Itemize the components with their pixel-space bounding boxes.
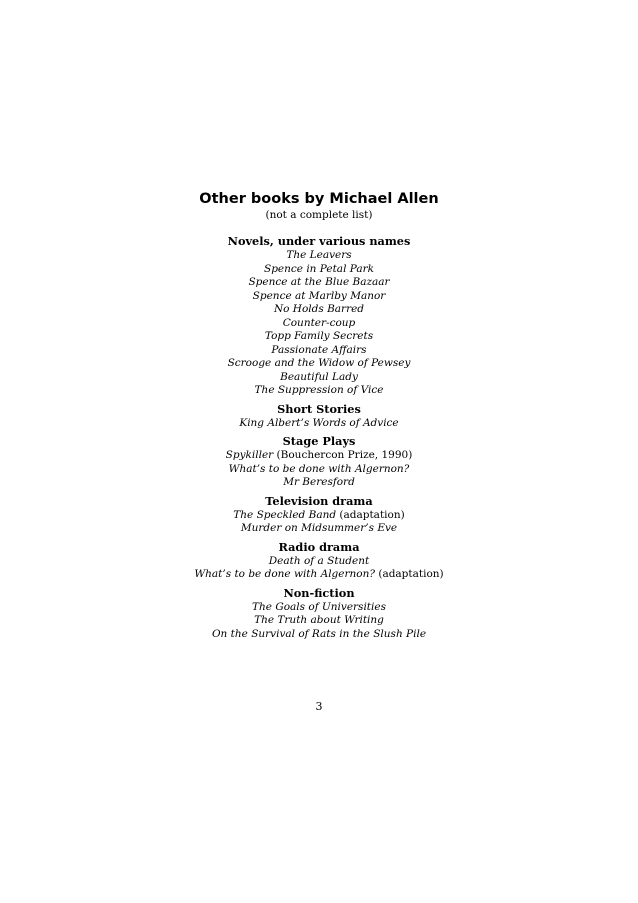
book-entry bbox=[110, 449, 528, 463]
page-title: Other books by Michael Allen bbox=[199, 191, 439, 207]
book-title: The Suppression of Vice bbox=[254, 384, 384, 396]
section bbox=[170, 494, 468, 536]
book-entry bbox=[110, 555, 528, 569]
section-heading: Novels, under various names bbox=[227, 234, 411, 248]
book-entry bbox=[110, 601, 528, 615]
book-title: No Holds Barred bbox=[273, 303, 365, 315]
section bbox=[170, 540, 468, 582]
book-entry bbox=[110, 417, 528, 431]
book-entry bbox=[110, 371, 528, 385]
section-heading: Television drama bbox=[265, 493, 373, 508]
book-note: (adaptation) bbox=[378, 568, 444, 580]
book-title: The Leavers bbox=[286, 249, 352, 261]
sections-container bbox=[170, 234, 468, 641]
book-title: King Albert’s Words of Advice bbox=[239, 416, 399, 429]
book-note: (Bouchercon Prize, 1990) bbox=[276, 449, 413, 461]
section bbox=[170, 402, 468, 431]
section bbox=[170, 586, 468, 642]
book-title: Murder on Midsummer’s Eve bbox=[240, 522, 398, 534]
book-note: (adaptation) bbox=[339, 508, 405, 521]
book-title: Mr Beresford bbox=[283, 476, 355, 488]
book-entry bbox=[110, 317, 528, 331]
section-heading: Non-fiction bbox=[283, 585, 355, 600]
book-title: Scrooge and the Widow of Pewsey bbox=[227, 357, 411, 369]
book-entry bbox=[110, 276, 528, 290]
book-entry bbox=[110, 628, 528, 642]
book-title: Topp Family Secrets bbox=[264, 330, 374, 342]
book-title: What’s to be done with Algernon? bbox=[194, 568, 375, 580]
page-subtitle: (not a complete list) bbox=[265, 209, 373, 221]
book-title: The Goals of Universities bbox=[252, 600, 386, 613]
book-title: What’s to be done with Algernon? bbox=[228, 462, 410, 475]
book-title: The Truth about Writing bbox=[254, 614, 384, 626]
book-title: Spence in Petal Park bbox=[264, 262, 374, 275]
book-entry bbox=[110, 463, 528, 477]
section-heading: Radio drama bbox=[278, 539, 360, 554]
section bbox=[170, 434, 468, 490]
book-entry bbox=[110, 522, 528, 536]
book-entry bbox=[110, 568, 528, 582]
book-title: Counter-coup bbox=[282, 316, 356, 329]
book-title: Beautiful Lady bbox=[280, 370, 358, 383]
book-entry bbox=[110, 303, 528, 317]
book-title: Spence at Marlby Manor bbox=[252, 289, 386, 302]
book-list bbox=[170, 190, 468, 645]
book-title: Passionate Affairs bbox=[271, 343, 367, 356]
book-title: On the Survival of Rats in the Slush Pile bbox=[211, 627, 427, 640]
book-title: Spykiller bbox=[225, 449, 274, 461]
section-heading: Short Stories bbox=[277, 401, 361, 416]
book-entry bbox=[110, 476, 528, 490]
book-entry bbox=[110, 614, 528, 628]
section bbox=[170, 234, 468, 398]
section-heading: Stage Plays bbox=[282, 434, 356, 448]
book-entry bbox=[110, 509, 528, 523]
book-entry bbox=[110, 344, 528, 358]
book-entry bbox=[110, 330, 528, 344]
book-entry bbox=[110, 384, 528, 398]
book-entry bbox=[110, 249, 528, 263]
book-entry bbox=[110, 357, 528, 371]
book-entry bbox=[110, 290, 528, 304]
book-entry bbox=[110, 263, 528, 277]
page-number: 3 bbox=[315, 700, 323, 713]
book-title: The Speckled Band bbox=[233, 508, 337, 521]
book-title: Spence at the Blue Bazaar bbox=[248, 276, 390, 288]
book-title: Death of a Student bbox=[268, 554, 370, 567]
